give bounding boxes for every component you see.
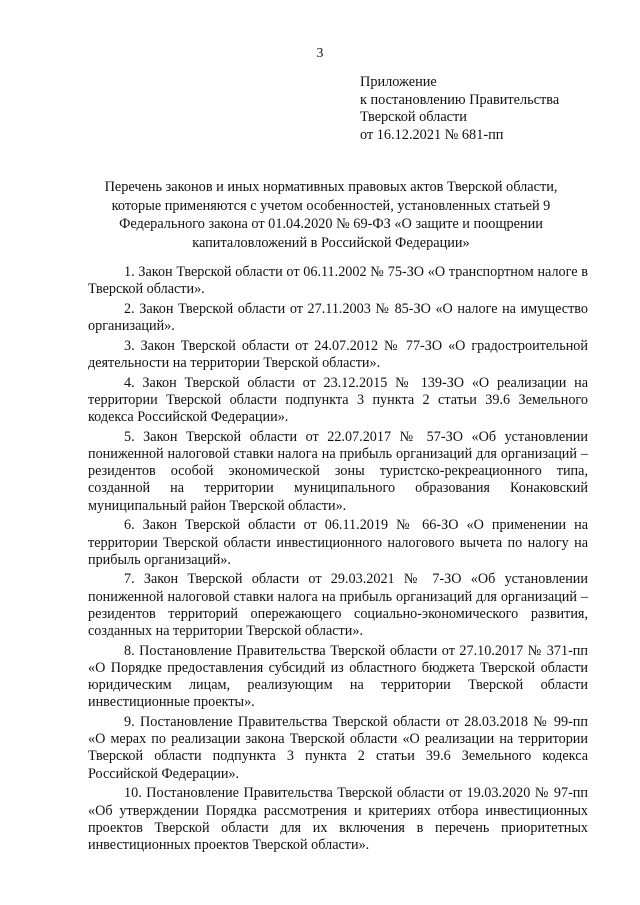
acts-list [88, 264, 588, 857]
appendix-line: Тверской области [360, 109, 467, 125]
list-item: 5. Закон Тверской области от 22.07.2017 № 57-ЗО «Об установлении пониженной налоговой ставки налога на прибыль организаций для организаций – резидентов особой экономической зоны туристско-рекреационного типа, созданной на территории муниципального образования Конаковский муниципальный район Тверской области». [88, 428, 588, 514]
list-item: 9. Постановление Правительства Тверской области от 28.03.2018 № 99-пп «О мерах по реализации закона Тверской области «О реализации на территории Тверской области подпункта 3 пункта 2 статьи 39.6 Земельного кодекса Российской Федерации». [88, 714, 588, 782]
list-item: 2. Закон Тверской области от 27.11.2003 № 85-ЗО «О налоге на имущество организаций». [88, 300, 588, 335]
document-heading: Перечень законов и иных нормативных правовых актов Тверской области, которые применяются с учетом особенностей, установленных статьей 9 Федерального закона от 01.04.2020 № 69-ФЗ «О защите и поощрении капиталовложений в Российской Федерации» [104, 179, 558, 251]
list-item: 10. Постановление Правительства Тверской области от 19.03.2020 № 97-пп «Об утверждении Порядка рассмотрения и критериях отбора инвестиционных проектов Тверской области для их включения в перечень приоритетных инвестиционных проектов Тверской области». [88, 785, 588, 853]
list-item: 7. Закон Тверской области от 29.03.2021 № 7-ЗО «Об установлении пониженной налоговой ставки налога на прибыль организаций для организаций – резидентов территорий опережающего социально-экономического развития, созданных на территории Тверской области». [88, 571, 588, 640]
list-item: 8. Постановление Правительства Тверской области от 27.10.2017 № 371-пп «О Порядке предоставления субсидий из областного бюджета Тверской области юридическим лицам, реализующим на территории Тверской области инвестиционные проекты». [88, 642, 588, 711]
appendix-line: к постановлению Правительства [360, 91, 560, 108]
list-item: 6. Закон Тверской области от 06.11.2019 № 66-ЗО «О применении на территории Тверской области инвестиционного налогового вычета по налогу на прибыль организаций». [88, 517, 588, 568]
appendix-title: Приложение [360, 74, 437, 90]
list-item: 4. Закон Тверской области от 23.12.2015 № 139-ЗО «О реализации на территории Тверской области подпункта 3 пункта 2 статьи 39.6 Земельного кодекса Российской Федерации». [88, 374, 588, 426]
list-item: 3. Закон Тверской области от 24.07.2012 № 77-ЗО «О градостроительной деятельности на территории Тверской области». [88, 337, 588, 372]
appendix-date-number: от 16.12.2021 № 681-пп [360, 126, 504, 143]
list-item: 1. Закон Тверской области от 06.11.2002 № 75-ЗО «О транспортном налоге в Тверской области». [88, 264, 588, 298]
appendix-block [360, 74, 610, 144]
page-number: 3 [316, 45, 324, 60]
